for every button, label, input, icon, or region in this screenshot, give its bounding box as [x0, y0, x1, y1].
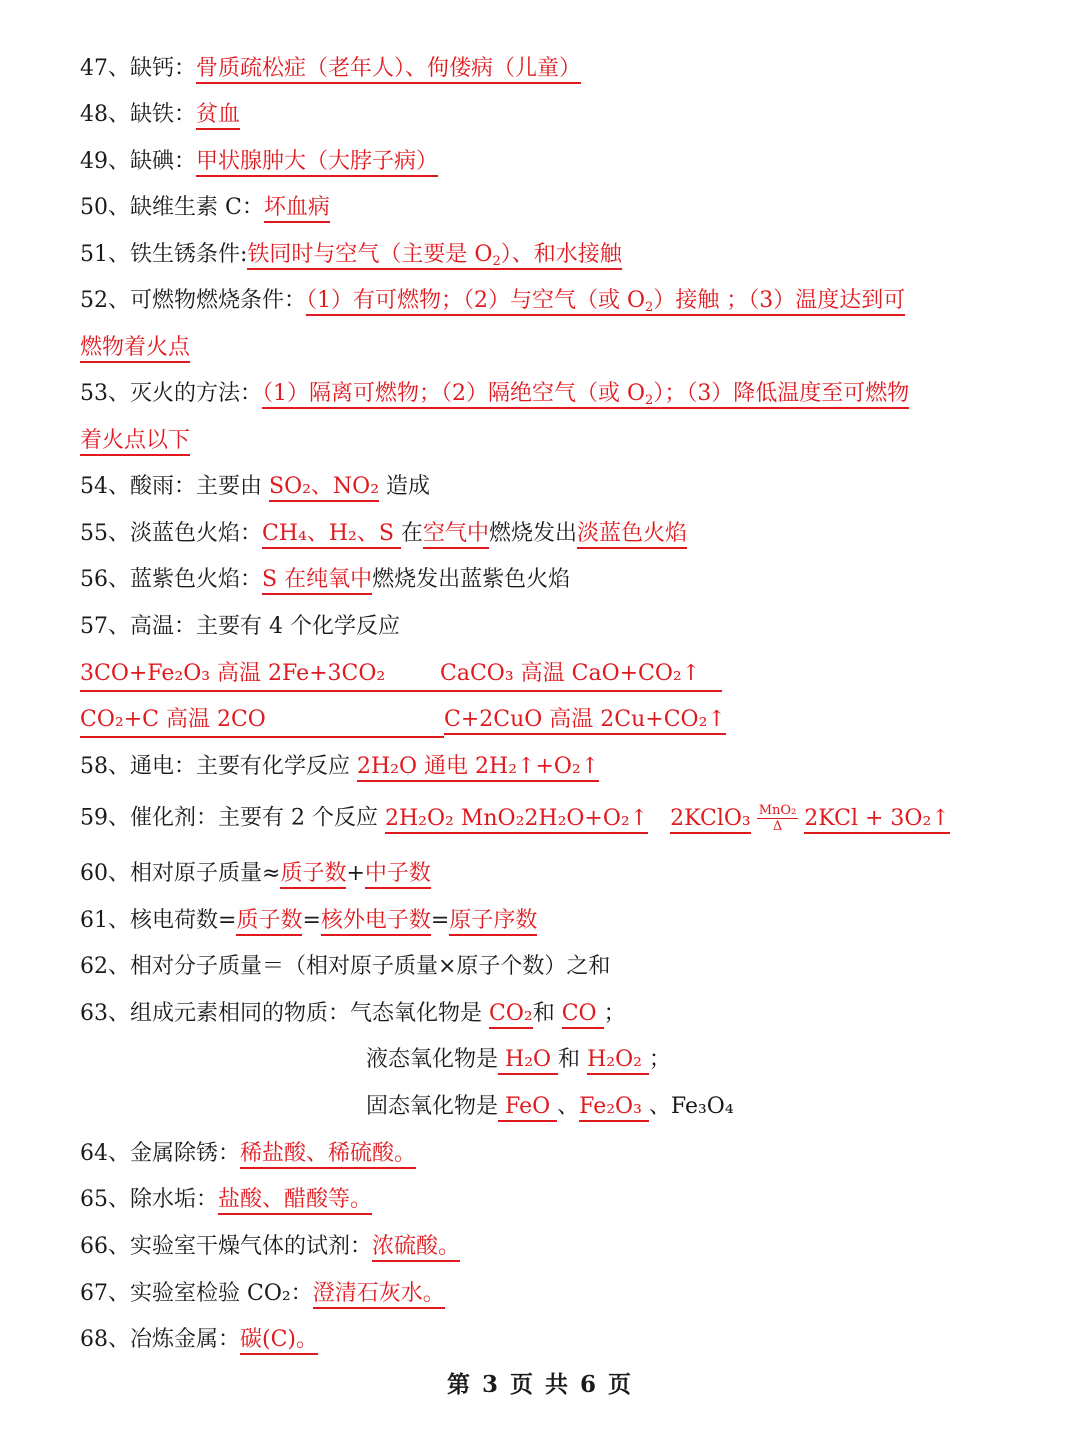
item-label: 57、高温：主要有 4 个化学反应 [80, 614, 400, 639]
item-label: 61、核电荷数= [80, 908, 237, 933]
answer: H₂O [498, 1047, 558, 1075]
item-53 [80, 379, 909, 409]
item-text: 造成 [386, 474, 431, 499]
item-63 [80, 999, 626, 1029]
item-label: 54、酸雨：主要由 [80, 474, 269, 499]
item-label: 47、缺钙： [80, 56, 196, 81]
answer: 质子数 [236, 908, 302, 936]
item-48 [80, 100, 240, 130]
item-text: + [346, 861, 365, 886]
answer: 坏血病 [264, 195, 330, 223]
reaction-row-1 [80, 659, 722, 692]
reaction-row-2 [80, 705, 726, 738]
item-label: 62、相对分子质量＝（相对原子质量×原子个数）之和 [80, 954, 611, 979]
answer-part: 铁同时与空气（主要是 O [247, 242, 493, 267]
item-text: ； [603, 1001, 626, 1026]
answer: 中子数 [365, 861, 431, 889]
answer: SO₂、NO₂ [269, 474, 379, 502]
item-label: 63、组成元素相同的物质：气态氧化物是 [80, 1001, 489, 1026]
item-63-liquid [366, 1045, 671, 1075]
item-label: 68、冶炼金属： [80, 1327, 240, 1352]
item-text: = [430, 908, 450, 933]
item-49 [80, 147, 438, 177]
answer: 燃物着火点 [80, 335, 190, 363]
item-60 [80, 859, 431, 889]
answer: CH₄、H₂、S [262, 521, 401, 549]
answer: S 在纯氧中 [262, 567, 372, 595]
answer [306, 288, 905, 316]
subscript: 2 [492, 254, 501, 269]
answer: 浓硫酸。 [372, 1234, 460, 1262]
item-label: 49、缺碘： [80, 149, 196, 174]
answer [262, 381, 909, 409]
answer: 稀盐酸、稀硫酸。 [240, 1141, 416, 1169]
answer-part: （1）隔离可燃物；（2）隔绝空气（或 O [262, 381, 646, 406]
answer: FeO [498, 1094, 557, 1122]
item-label: 67、实验室检验 CO₂： [80, 1281, 313, 1306]
item-label: 60、相对原子质量≈ [80, 861, 281, 886]
item-54 [80, 472, 430, 502]
item-text: 、 [557, 1094, 580, 1119]
answer: 甲状腺肿大（大脖子病） [196, 149, 438, 177]
item-67 [80, 1279, 445, 1309]
item-50 [80, 193, 330, 223]
item-text: ； [648, 1047, 671, 1072]
item-52 [80, 286, 905, 316]
answer: 核外电子数 [321, 908, 431, 936]
item-label: 51、铁生锈条件: [80, 242, 248, 267]
item-text: 燃烧发出 [488, 521, 577, 546]
item-label: 固态氧化物是 [366, 1094, 499, 1119]
item-58 [80, 752, 599, 782]
item-text: = [302, 908, 321, 933]
item-label: 53、灭火的方法： [80, 381, 262, 406]
item-65 [80, 1185, 372, 1215]
item-text: 在 [400, 521, 423, 546]
item-label: 48、缺铁： [80, 102, 196, 127]
answer: 淡蓝色火焰 [577, 521, 687, 549]
item-label: 56、蓝紫色火焰： [80, 567, 262, 592]
reaction: CO₂+C 高温 2CO [80, 705, 444, 738]
answer: 2H₂O₂ MnO₂2H₂O+O₂↑ [385, 806, 648, 834]
item-text: 、Fe₃O₄ [648, 1094, 734, 1119]
item-label: 65、除水垢： [80, 1187, 218, 1212]
answer-part: （1）有可燃物；（2）与空气（或 O [306, 288, 646, 313]
item-label: 52、可燃物燃烧条件： [80, 288, 306, 313]
reaction: CaCO₃ 高温 CaO+CO₂↑ [440, 659, 722, 692]
item-text: 燃烧发出蓝紫色火焰 [372, 567, 571, 592]
page-number: 第 3 页 共 6 页 [446, 1371, 634, 1398]
answer: 原子序数 [449, 908, 537, 936]
answer-part: ）接触 ；（3）温度达到可 [653, 288, 906, 313]
answer: 质子数 [280, 861, 346, 889]
item-47 [80, 54, 581, 84]
answer: 2H₂O 通电 2H₂↑+O₂↑ [357, 754, 599, 782]
catalyst-fraction [757, 803, 799, 834]
answer: 澄清石灰水。 [313, 1281, 445, 1309]
answer: 碳(C)。 [240, 1327, 318, 1355]
item-64 [80, 1139, 416, 1169]
answer: 贫血 [196, 102, 240, 130]
fraction-top: MnO₂ [758, 803, 797, 818]
answer: Fe₂O₃ [579, 1094, 649, 1122]
item-52-continued [80, 333, 190, 363]
item-text: 和 [532, 1001, 555, 1026]
item-57 [80, 612, 400, 642]
item-56 [80, 565, 570, 595]
item-63-solid [366, 1092, 734, 1122]
item-53-continued [80, 426, 190, 456]
answer [247, 242, 621, 270]
answer: 骨质疏松症（老年人）、佝偻病（儿童） [196, 56, 581, 84]
answer-part: ）、和水接触 [500, 242, 622, 267]
item-68 [80, 1325, 318, 1355]
item-55 [80, 519, 687, 549]
item-label: 59、催化剂：主要有 2 个反应 [80, 805, 385, 831]
item-61 [80, 906, 537, 936]
item-label: 液态氧化物是 [366, 1047, 499, 1072]
reaction: C+2CuO 高温 2Cu+CO₂↑ [444, 707, 726, 735]
answer: CO₂ [489, 1001, 533, 1029]
answer: CO [562, 1001, 604, 1029]
answer-part: ）；（3）降低温度至可燃物 [653, 381, 910, 406]
item-66 [80, 1232, 460, 1262]
item-label: 66、实验室干燥气体的试剂： [80, 1234, 372, 1259]
answer: 盐酸、醋酸等。 [218, 1187, 372, 1215]
item-62 [80, 952, 610, 982]
item-59 [80, 803, 950, 834]
item-label: 58、通电：主要有化学反应 [80, 754, 357, 779]
answer: 2KCl + 3O₂↑ [804, 806, 949, 834]
item-text: 和 [558, 1047, 581, 1072]
answer: H₂O₂ [587, 1047, 649, 1075]
answer: 空气中 [423, 521, 489, 549]
answer: 2KClO₃ [670, 806, 751, 834]
subscript: 2 [645, 300, 654, 315]
answer: 着火点以下 [80, 428, 190, 456]
subscript: 2 [645, 393, 654, 408]
fraction-bottom: Δ [772, 819, 783, 834]
reaction: 3CO+Fe₂O₃ 高温 2Fe+3CO₂ [80, 659, 440, 692]
item-label: 55、淡蓝色火焰： [80, 521, 262, 546]
item-label: 64、金属除锈： [80, 1141, 240, 1166]
item-51 [80, 240, 622, 270]
item-label: 50、缺维生素 C： [80, 195, 264, 220]
